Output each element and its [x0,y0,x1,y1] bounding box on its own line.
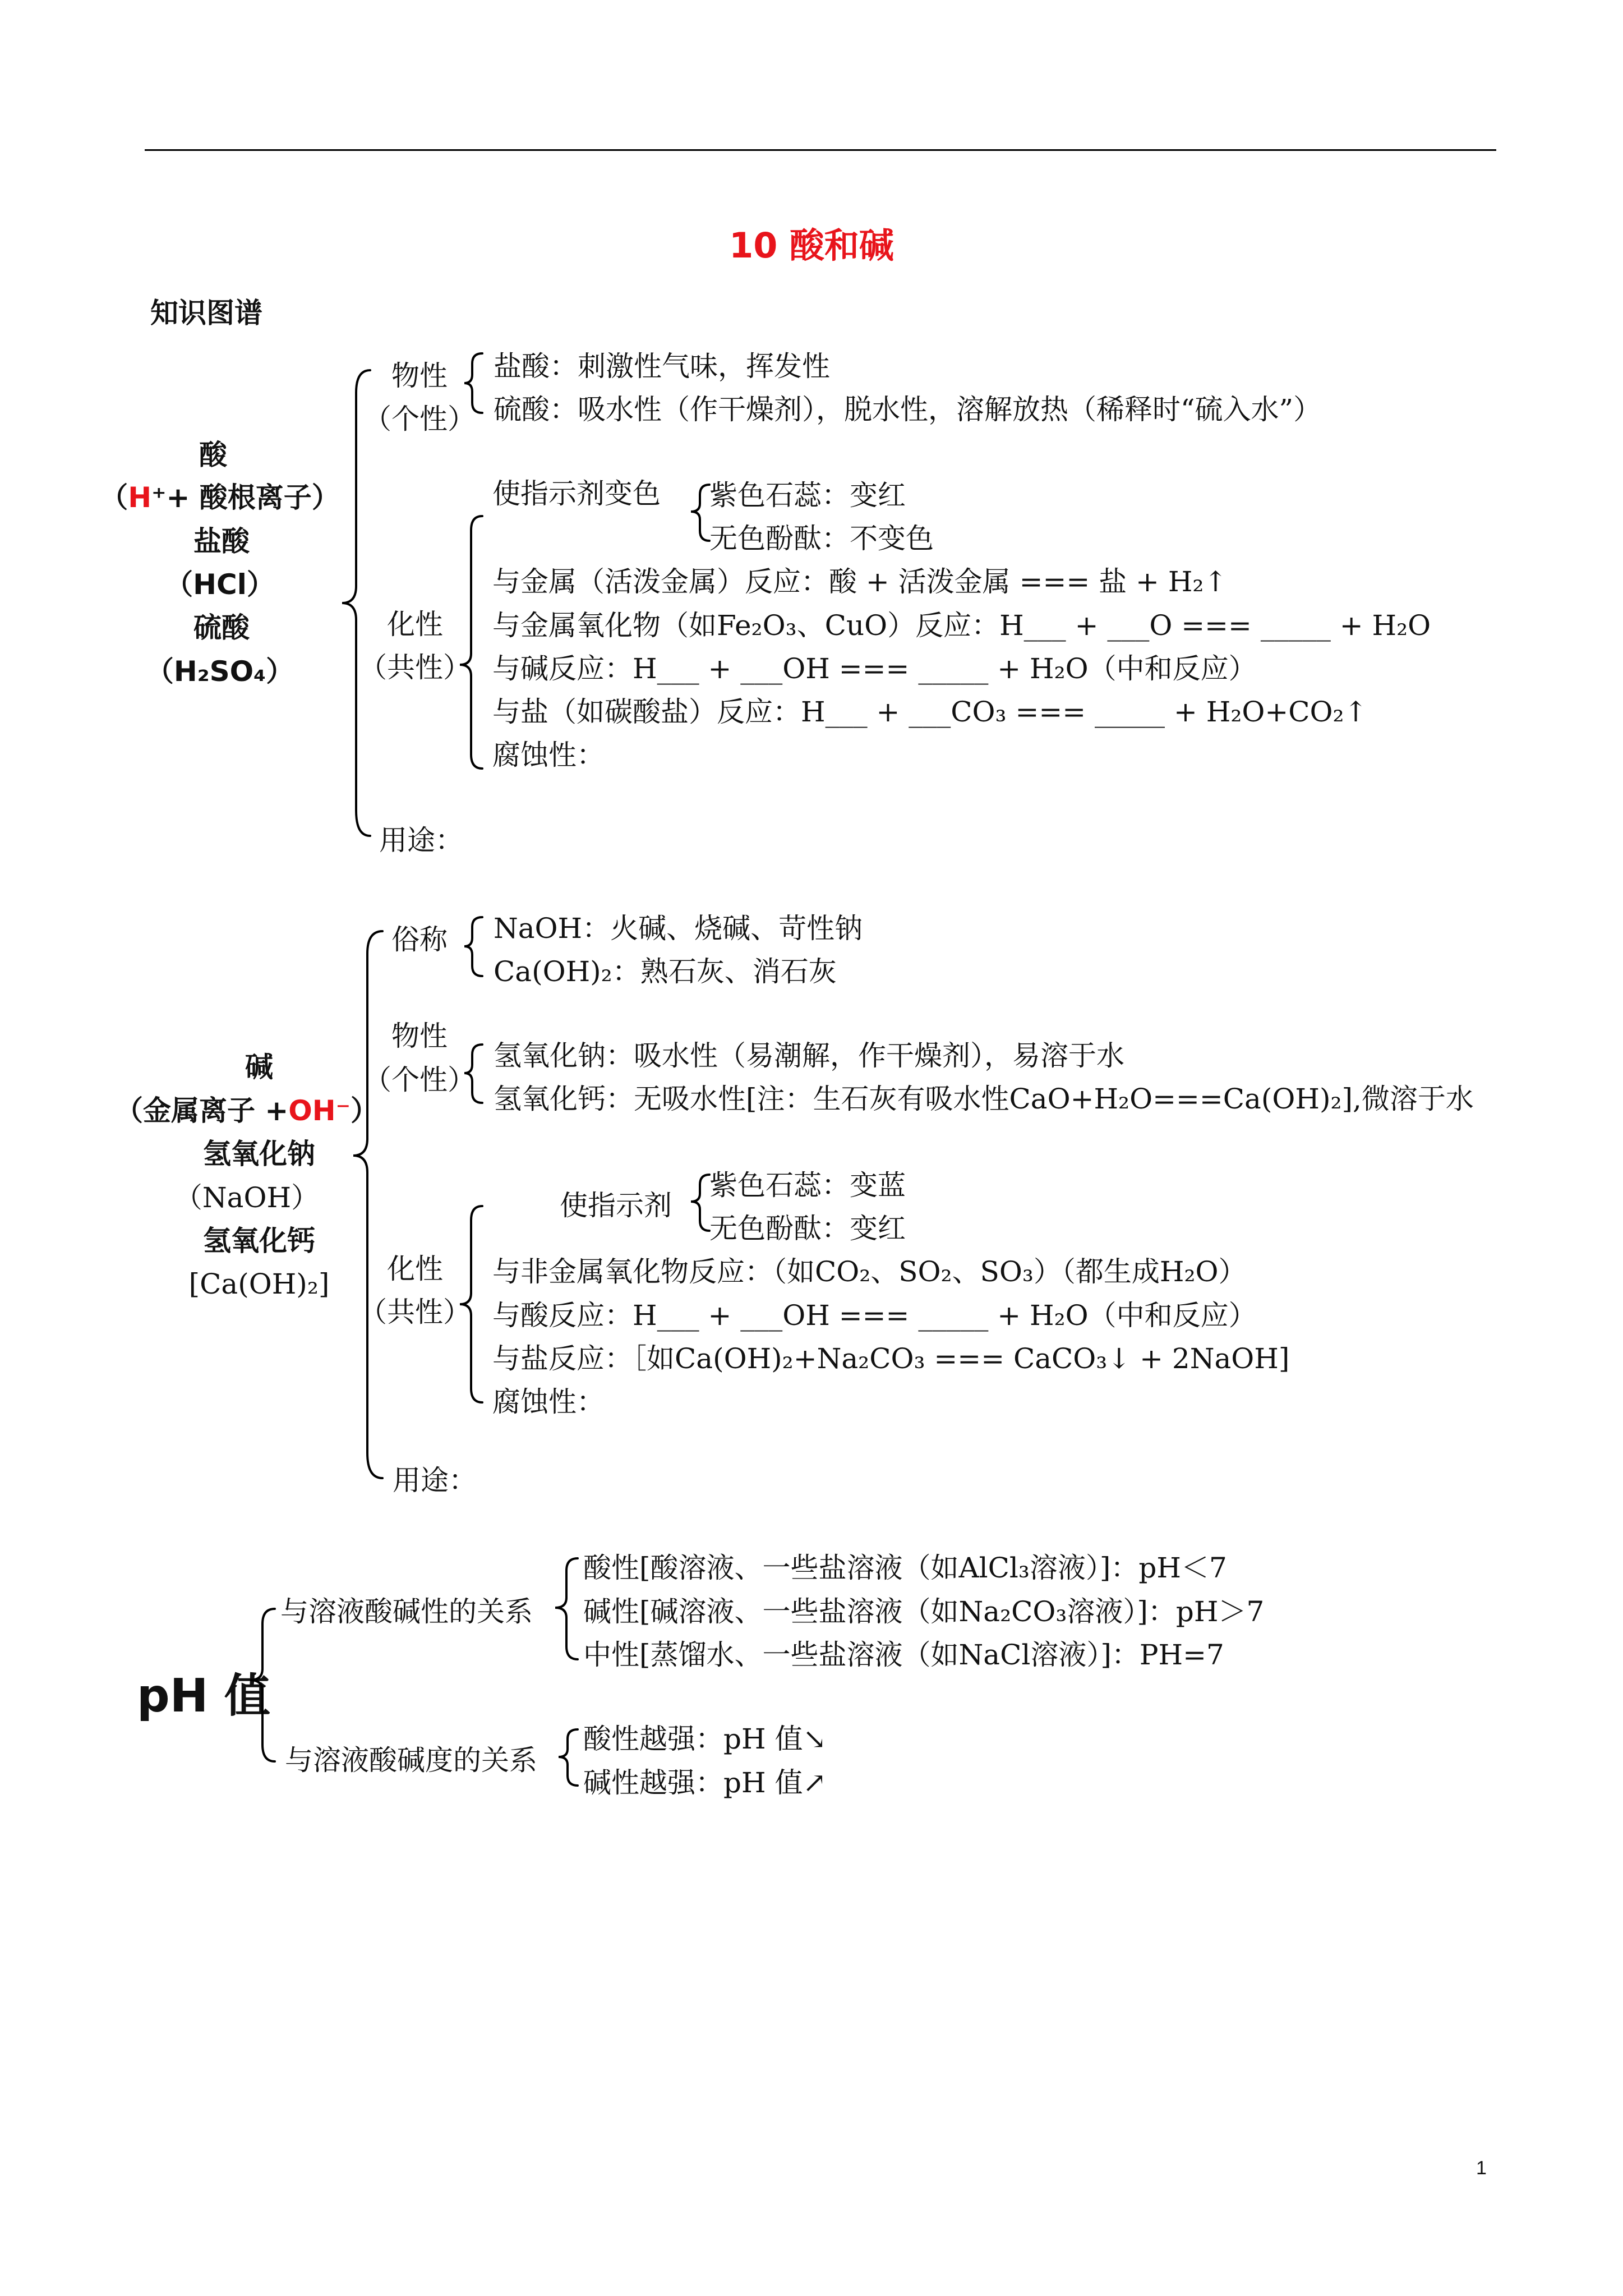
ph-relation-item: 酸性[酸溶液、一些盐溶液（如AlCl₃溶液）]：pH＜7 [583,1552,1227,1584]
base-use-label: 用途： [393,1464,477,1497]
ph-root: pH 值 [137,1669,270,1723]
base-physical-label: 物性 [391,1020,448,1052]
base-common-item: Ca(OH)₂：熟石灰、消石灰 [494,955,837,988]
acid-chemical-item: 腐蚀性： [492,739,605,771]
page-number: 1 [1476,2157,1487,2179]
ph-acidity-brace [555,1558,578,1659]
base-chemical-item: 与酸反应：H___ + ___OH === _____ + H₂O（中和反应） [492,1299,1257,1332]
page-title: 10 酸和碱 [729,225,894,266]
base-chemical-brace [460,1206,482,1402]
base-indicator-brace [691,1175,709,1231]
base-common-item: NaOH：火碱、烧碱、苛性钠 [494,912,863,945]
acid-physical-label: 物性 [391,360,448,392]
acid-indicator-item: 紫色石蕊：变红 [709,479,906,512]
base-indicator-item: 紫色石蕊：变蓝 [709,1169,906,1202]
acid-item-hydrochloric: 盐酸 [193,525,250,558]
base-chemical-item: 与非金属氧化物反应：（如CO₂、SO₂、SO₃）（都生成H₂O） [492,1255,1247,1288]
base-root-name: 碱 [245,1051,273,1083]
acid-root-formula: （H⁺+ 酸根离子） [100,481,340,514]
acid-indicator-brace [691,485,709,541]
acid-item-sulfuric-formula: （H₂SO₄） [145,655,294,688]
base-physical-item: 氢氧化钙：无吸水性[注：生石灰有吸水性CaO+H₂O===Ca(OH)₂],微溶于水 [494,1083,1474,1115]
base-item-naoh-formula: （NaOH） [174,1181,320,1214]
ph-main-brace [250,1609,275,1761]
acid-indicator-label: 使指示剂变色 [492,477,661,510]
base-physical-brace [464,1045,482,1103]
ph-relation-item: 中性[蒸馏水、一些盐溶液（如NaCl溶液）]：PH=7 [583,1639,1224,1671]
acid-physical-brace [464,353,482,413]
base-chemical-item: 腐蚀性： [492,1386,605,1418]
ph-relation-acidity-label: 与溶液酸碱性的关系 [280,1595,533,1628]
base-item-caoh2-formula: [Ca(OH)₂] [188,1268,330,1300]
acid-chemical-label-sub: （共性） [359,651,471,684]
acid-physical-item: 硫酸：吸水性（作干燥剂），脱水性，溶解放热（稀释时“硫入水”） [494,393,1322,426]
ph-strength-item: 碱性越强：pH 值↗ [583,1766,827,1799]
acid-use-label: 用途： [379,824,463,857]
acid-item-hydrochloric-formula: （HCl） [165,568,275,601]
base-common-label: 俗称 [391,923,448,956]
acid-chemical-item: 与金属氧化物（如Fe₂O₃、CuO）反应：H___ + ___O === _____ + H₂O [492,609,1431,642]
acid-indicator-item: 无色酚酞：不变色 [709,522,934,555]
base-chemical-label: 化性 [387,1253,443,1285]
base-physical-item: 氢氧化钠：吸水性（易潮解，作干燥剂），易溶于水 [494,1039,1124,1072]
base-main-brace [353,931,382,1478]
base-physical-label-sub: （个性） [363,1064,476,1096]
acid-item-sulfuric: 硫酸 [193,611,250,644]
base-root-formula: （金属离子 +OH⁻） [114,1094,379,1127]
base-chemical-label-sub: （共性） [359,1296,471,1328]
acid-chemical-item: 与金属（活泼金属）反应：酸 + 活泼金属 === 盐 + H₂↑ [492,565,1228,598]
ph-relation-strength-label: 与溶液酸碱度的关系 [285,1744,537,1777]
acid-physical-item: 盐酸：刺激性气味，挥发性 [494,350,830,383]
ph-strength-brace [559,1729,578,1786]
acid-chemical-label: 化性 [387,608,443,641]
base-indicator-label: 使指示剂 [560,1189,672,1222]
acid-chemical-brace [460,516,482,769]
acid-root-name: 酸 [199,439,227,471]
acid-main-brace [342,370,370,836]
base-common-brace [464,917,482,976]
ph-strength-item: 酸性越强：pH 值↘ [583,1723,827,1755]
acid-physical-label-sub: （个性） [363,403,476,435]
base-item-caoh2: 氢氧化钙 [203,1225,315,1257]
acid-chemical-item: 与碱反应：H___ + ___OH === _____ + H₂O（中和反应） [492,652,1257,685]
base-item-naoh: 氢氧化钠 [203,1138,315,1170]
section-label: 知识图谱 [150,297,262,329]
base-chemical-item: 与盐反应：［如Ca(OH)₂+Na₂CO₃ === CaCO₃↓ + 2NaOH] [492,1342,1290,1375]
acid-chemical-item: 与盐（如碳酸盐）反应：H___ + ___CO₃ === _____ + H₂O+CO₂↑ [492,696,1368,728]
base-indicator-item: 无色酚酞：变红 [709,1212,906,1245]
ph-relation-item: 碱性[碱溶液、一些盐溶液（如Na₂CO₃溶液）]：pH＞7 [583,1595,1265,1628]
